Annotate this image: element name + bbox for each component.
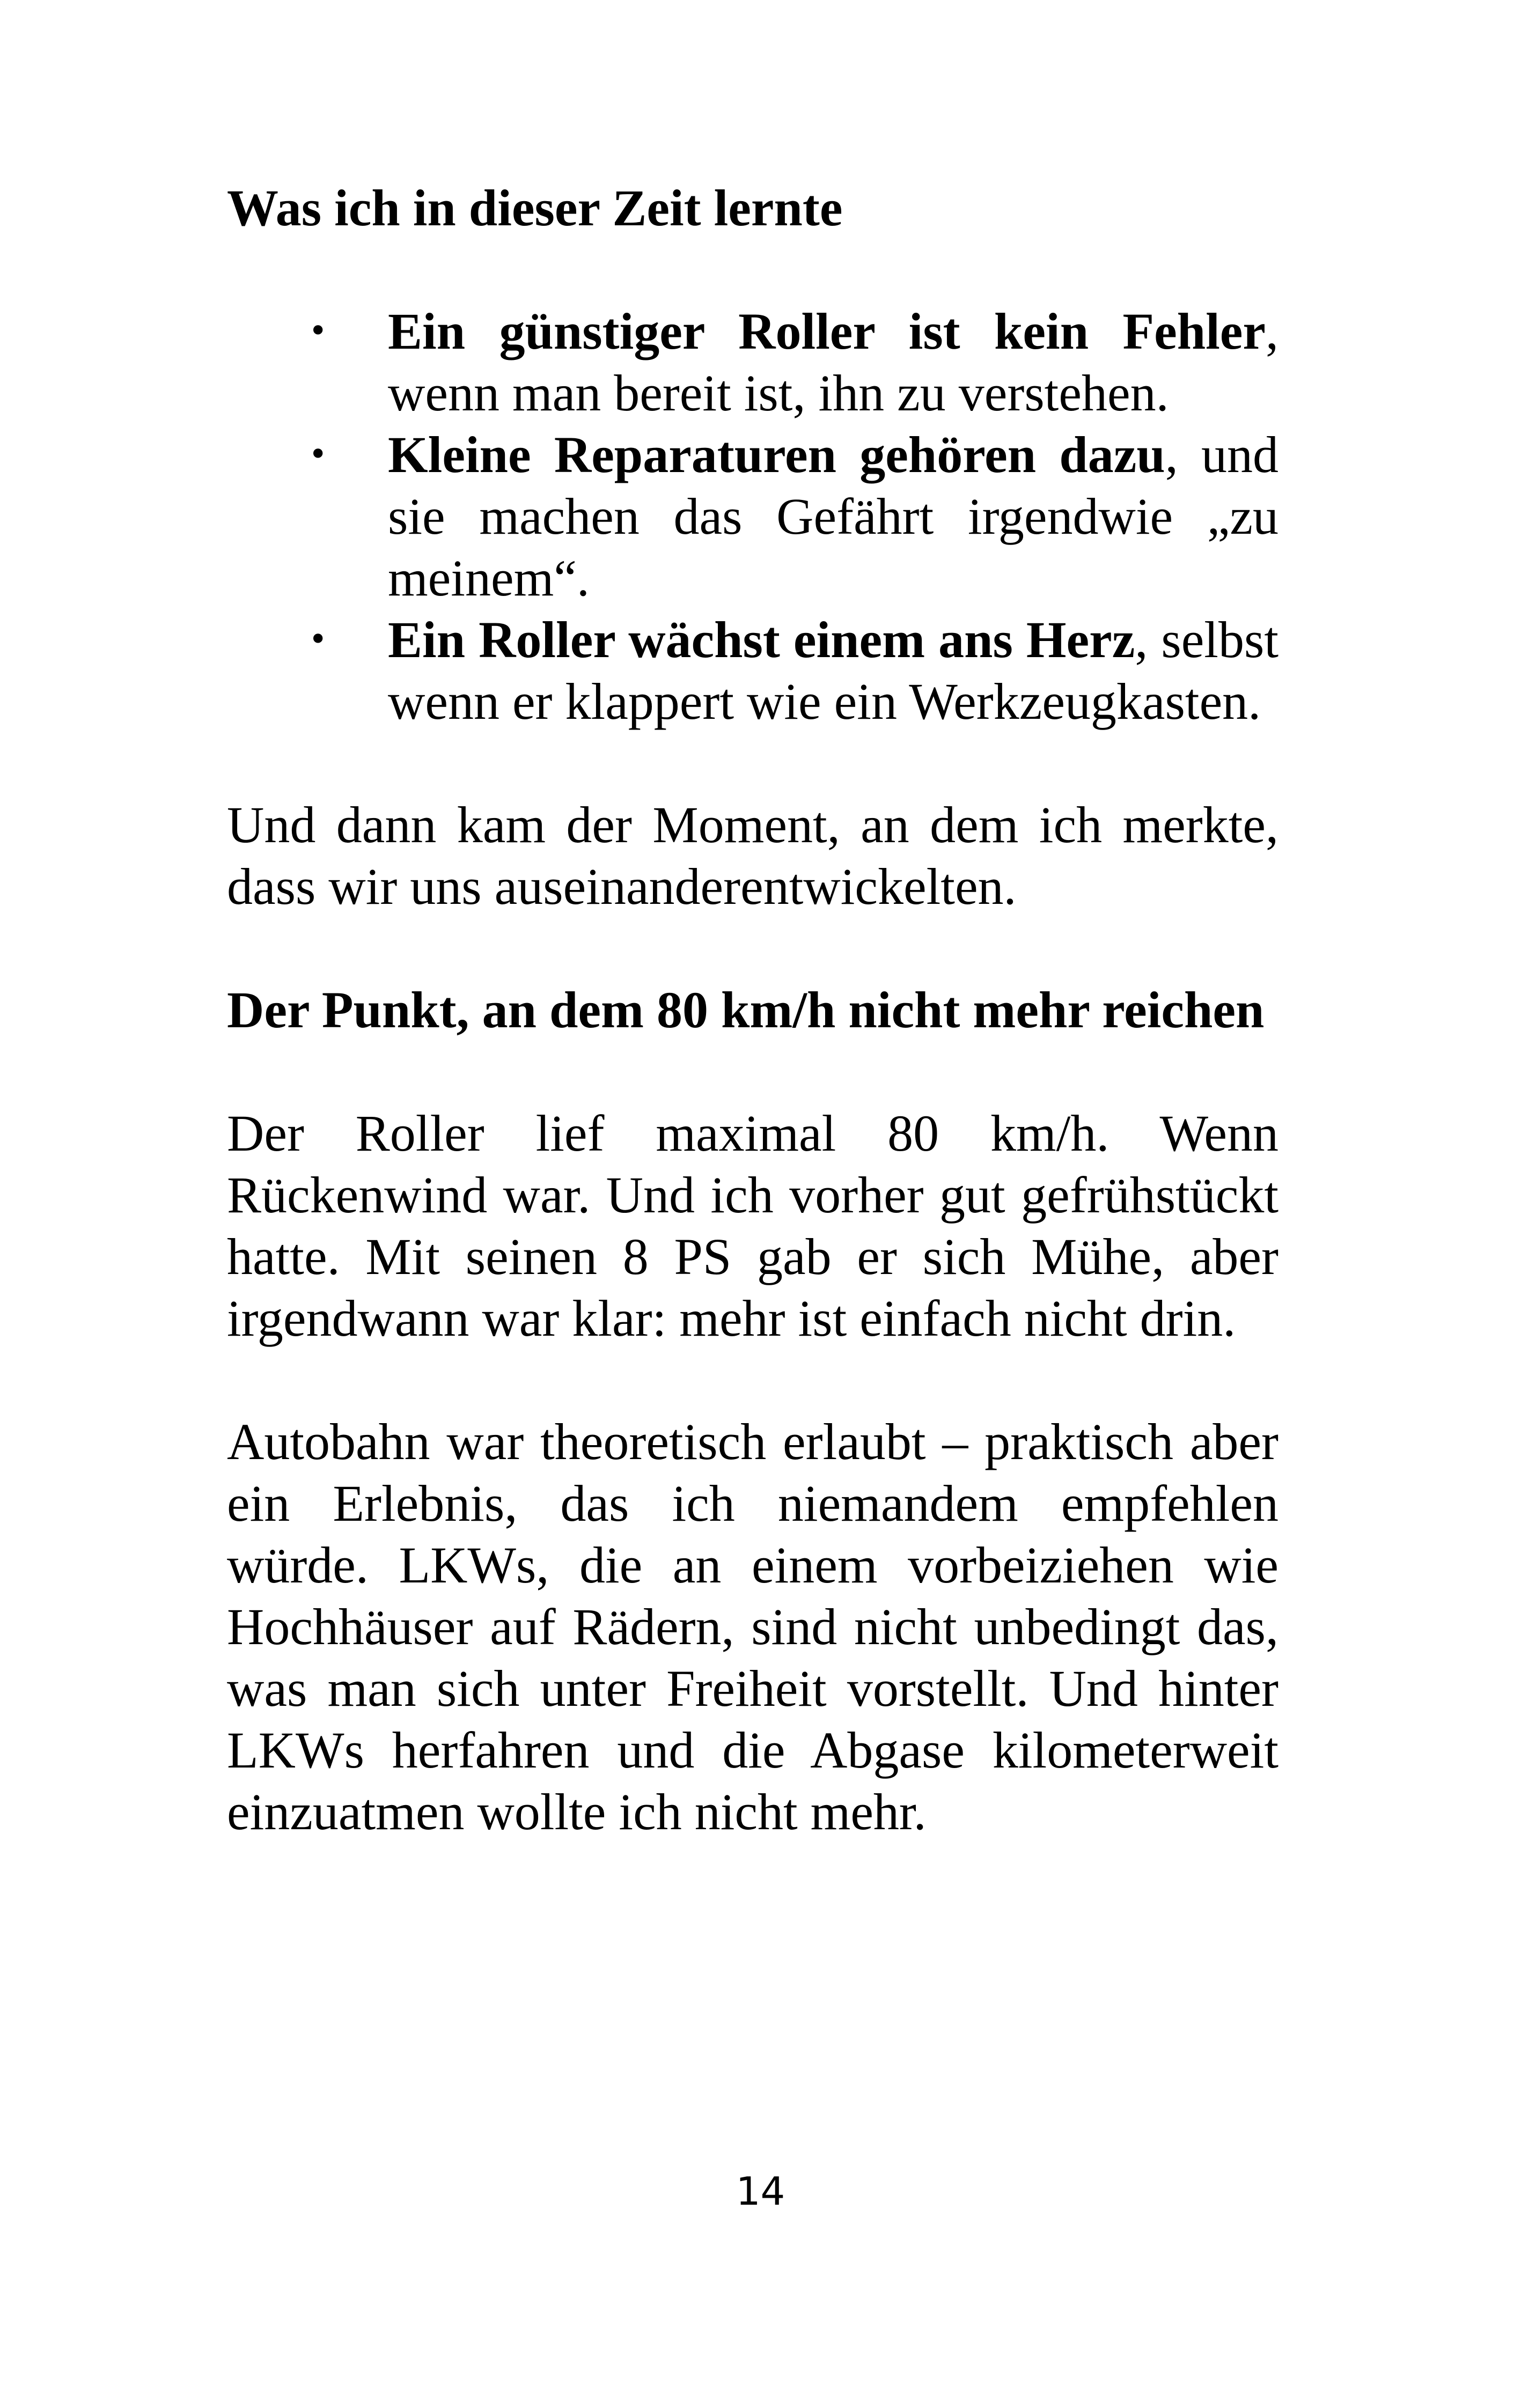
spacer bbox=[227, 917, 1278, 979]
section-heading-speed: Der Punkt, an dem 80 km/h nicht mehr reichen bbox=[227, 981, 1265, 1039]
list-item bbox=[227, 609, 1278, 732]
list-item-text: , selbst wenn er klappert wie ein Werkzeugkasten. bbox=[388, 611, 1279, 730]
page-content bbox=[227, 177, 1278, 1843]
page-number: 14 bbox=[736, 2169, 785, 2214]
list-item-bold-text: Kleine Reparaturen gehören dazu bbox=[388, 426, 1165, 483]
bullet-icon: • bbox=[308, 312, 328, 350]
spacer bbox=[227, 1349, 1278, 1411]
closing-paragraph: Und dann kam der Moment, an dem ich merkte, dass wir uns auseinanderentwickelten. bbox=[227, 796, 1278, 915]
list-item bbox=[227, 424, 1278, 609]
body-paragraph-autobahn: Autobahn war theoretisch erlaubt – praktisch aber ein Erlebnis, das ich niemandem empfehlen würde. LKWs, die an einem vorbeiziehen wie Hochhäuser auf Rädern, sind nicht unbedingt das, was man sich unter Freiheit vorstellt. Und hinter LKWs herfahren und die Abgase kilometerweit einzuatmen wollte ich nicht mehr. bbox=[227, 1413, 1278, 1840]
spacer bbox=[227, 239, 1278, 300]
spacer bbox=[227, 1041, 1278, 1102]
list-item bbox=[227, 300, 1278, 424]
list-item-bold-text: Ein Roller wächst einem ans Herz bbox=[388, 611, 1135, 668]
bullet-icon: • bbox=[308, 436, 328, 473]
bullet-icon: • bbox=[308, 621, 328, 658]
spacer bbox=[227, 732, 1278, 794]
section-heading-lessons: Was ich in dieser Zeit lernte bbox=[227, 179, 843, 237]
list-item-bold-text: Ein günstiger Roller ist kein Fehler bbox=[388, 303, 1266, 360]
body-paragraph-speed: Der Roller lief maximal 80 km/h. Wenn Rückenwind war. Und ich vorher gut gefrühstückt hatte. Mit seinen 8 PS gab er sich Mühe, aber irgendwann war klar: mehr ist einfach nicht drin. bbox=[227, 1104, 1278, 1347]
lessons-list bbox=[227, 300, 1278, 732]
list-item-text: , und sie machen das Gefährt irgendwie „zu meinem“. bbox=[388, 426, 1278, 607]
list-item-text: , wenn man bereit ist, ihn zu verstehen. bbox=[388, 303, 1278, 422]
